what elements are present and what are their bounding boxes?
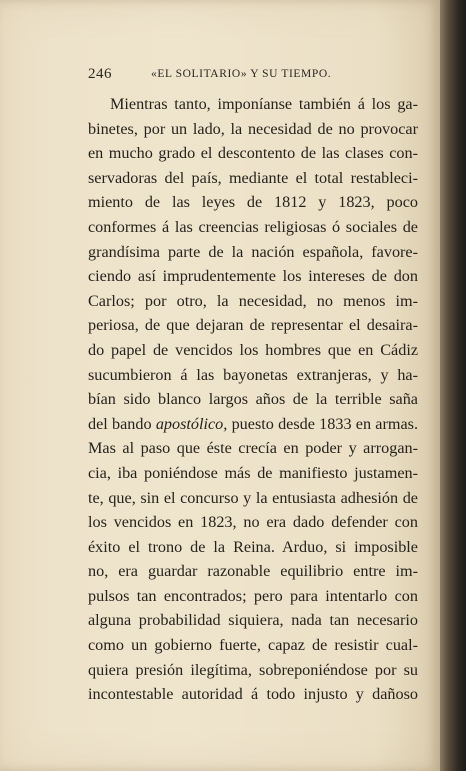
text-line: como un gobierno fuerte, capaz de resistir cual-: [88, 636, 418, 655]
text-line: conformes á las creencias religiosas ó sociales de: [88, 217, 418, 236]
text-line-with-italic: [88, 412, 418, 437]
text-line: servadoras del país, mediante el total restableci-: [88, 168, 418, 187]
text-line: cia, iba poniéndose más de manifiesto justamen-: [88, 463, 418, 482]
italic-term: apostólico,: [155, 414, 228, 433]
text-line: binetes, por un lado, la necesidad de no provocar: [88, 119, 418, 138]
text-line: bían sido blanco largos años de la terrible saña: [88, 390, 418, 409]
text-line: los vencidos en 1823, no era dado defender con: [88, 513, 418, 532]
text-line: Mas al paso que éste crecía en poder y arrogan-: [88, 439, 418, 458]
text-line: ciendo así imprudentemente los intereses de don: [88, 267, 418, 286]
body-text: [88, 92, 418, 707]
text-line: grandísima parte de la nación española, favore-: [88, 242, 418, 261]
text-segment: del bando: [88, 414, 156, 433]
text-line: periosa, de que dejaran de representar el desaira-: [88, 316, 418, 335]
text-line: miento de las leyes de 1812 y 1823, poco: [88, 193, 418, 212]
text-segment: puesto desde 1833 en armas.: [227, 414, 418, 433]
text-line: Carlos; por otro, la necesidad, no menos im-: [88, 291, 418, 310]
running-head: [88, 66, 418, 86]
text-line: do papel de vencidos los hombres que en Cádiz: [88, 340, 418, 359]
text-line: incontestable autoridad á todo injusto y dañoso: [88, 685, 418, 704]
text-line: sucumbieron á las bayonetas extranjeras, y ha-: [88, 365, 418, 384]
text-line: éxito el trono de la Reina. Arduo, si imposible: [88, 537, 418, 556]
text-line: alguna probabilidad siquiera, nada tan necesario: [88, 611, 418, 630]
page-number: 246: [88, 66, 112, 82]
text-line: quiera presión ilegítima, sobreponiéndose por su: [88, 660, 418, 679]
running-title: «EL SOLITARIO» Y SU TIEMPO.: [151, 68, 332, 80]
text-line: te, que, sin el concurso y la entusiasta adhesión de: [88, 488, 418, 507]
text-line: Mientras tanto, imponíanse también á los ga-: [110, 95, 418, 113]
text-line: pulsos tan encontrados; pero para intentarlo con: [88, 586, 418, 605]
page-gutter-edge: [440, 0, 466, 771]
text-line: no, era guardar razonable equilibrio entre im-: [88, 562, 418, 581]
text-line: en mucho grado el descontento de las clases con-: [88, 144, 418, 163]
